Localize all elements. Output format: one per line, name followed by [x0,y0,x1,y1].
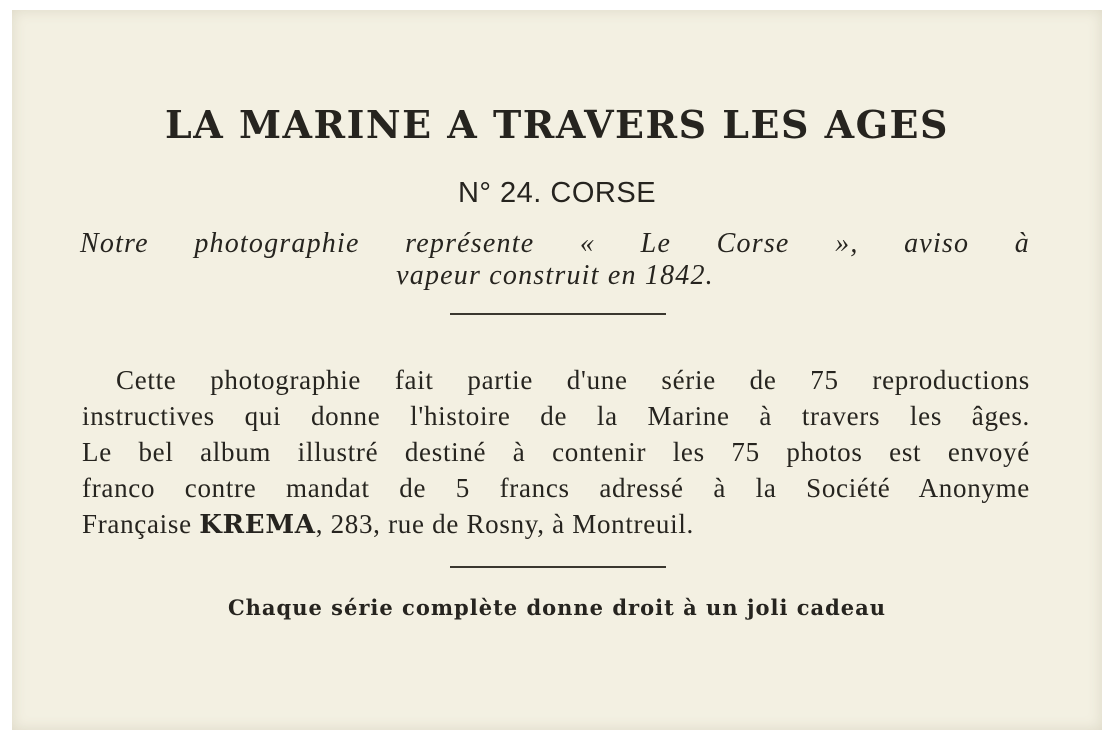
trading-card [12,10,1102,730]
caption-line-1: Notre photographie représente « Le Corse », aviso à [80,228,1030,259]
description-line-5-start: Française [82,509,200,539]
gift-notice: Chaque série complète donne droit à un joli cadeau [227,595,887,620]
description-line-5-end: , 283, rue de Rosny, à Montreuil. [315,509,694,539]
description-line-1: Cette photographie fait partie d'une série de 75 reproductions [116,365,1030,395]
description-line-4: franco contre mandat de 5 francs adressé à la Société Anonyme [82,473,1030,503]
card-subtitle: N° 24. CORSE [457,177,657,209]
brand-name: KREMA [199,510,316,540]
description-paragraph [82,362,1030,543]
photo-caption [80,228,1030,292]
description-line-3: Le bel album illustré destiné à contenir les 75 photos est envoyé [82,437,1030,467]
caption-line-2: vapeur construit en 1842. [396,260,714,291]
description-line-2: instructives qui donne l'histoire de la Marine à travers les âges. [82,401,1030,431]
card-title: LA MARINE A TRAVERS LES AGES [165,102,949,147]
divider-top [450,313,666,315]
description-line-5 [82,506,1030,543]
divider-bottom [450,566,666,568]
